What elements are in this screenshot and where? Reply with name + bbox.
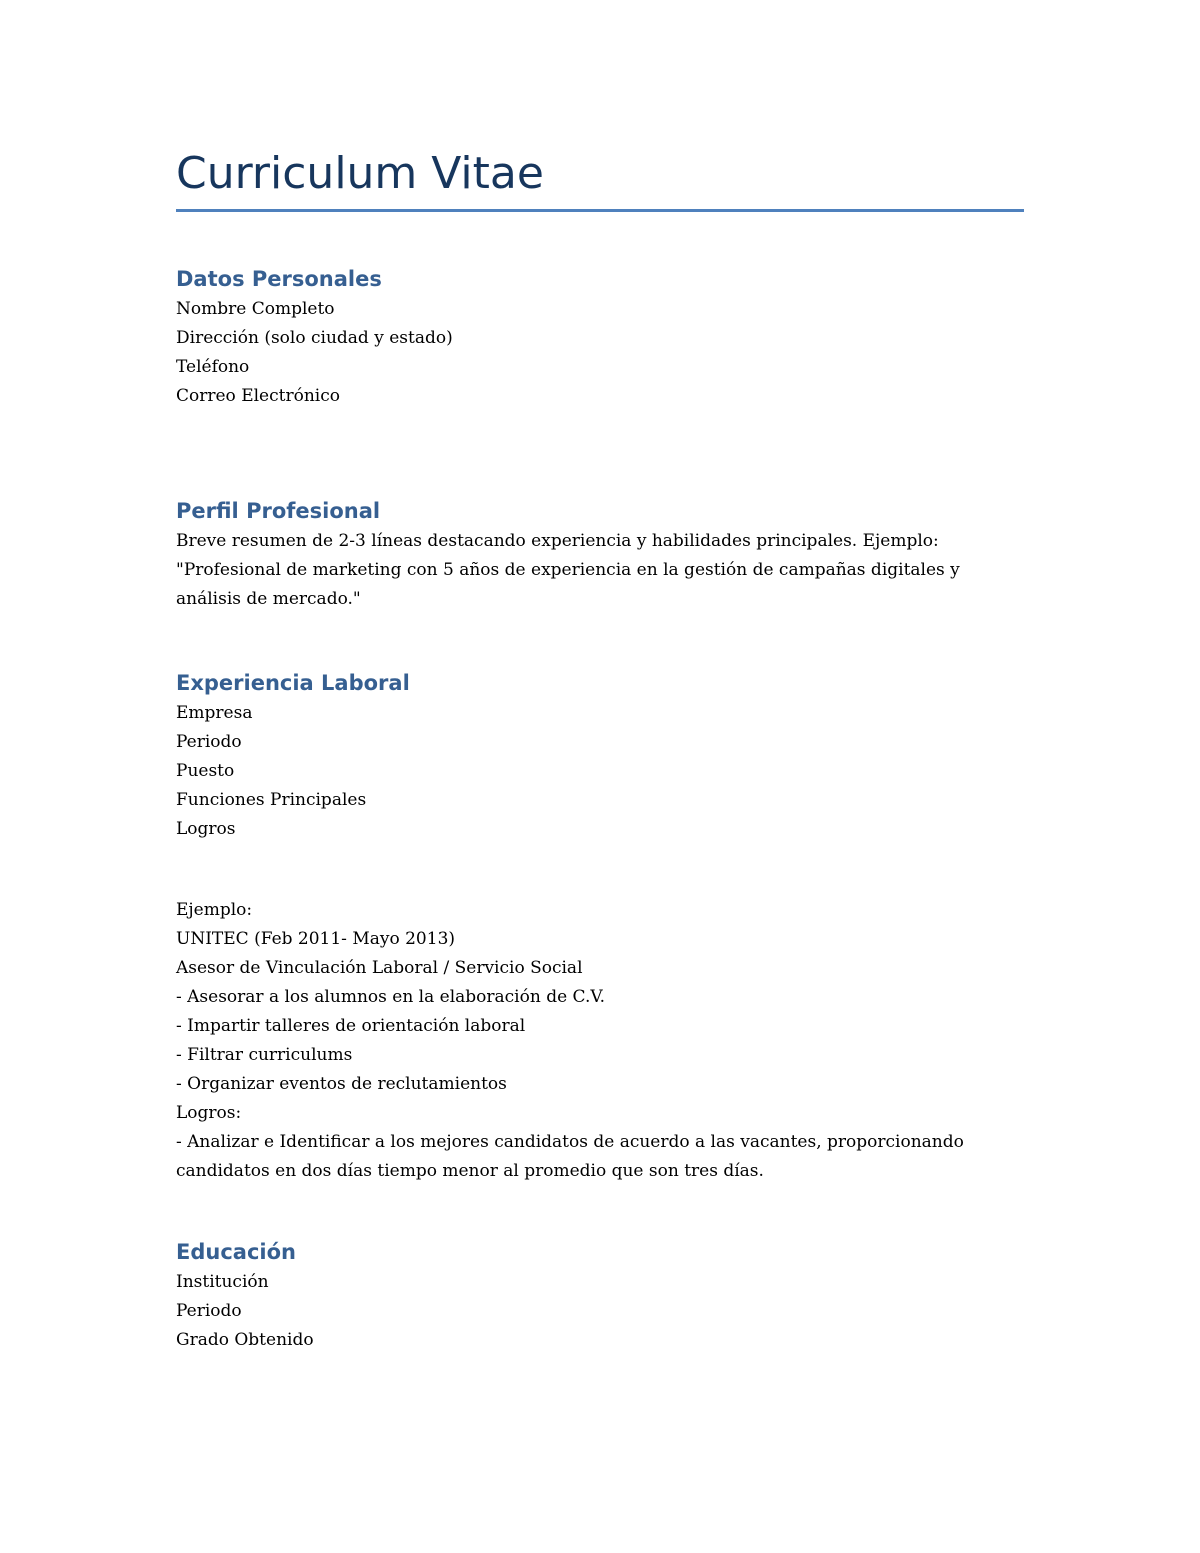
ejemplo-puesto: Asesor de Vinculación Laboral / Servicio Social <box>176 958 583 978</box>
datos-line-nombre: Nombre Completo <box>176 299 335 319</box>
experiencia-line-logros: Logros <box>176 819 236 839</box>
ejemplo-label: Ejemplo: <box>176 900 253 920</box>
experiencia-line-periodo: Periodo <box>176 732 242 752</box>
ejemplo-logros-label: Logros: <box>176 1103 242 1123</box>
ejemplo-funcion-item: - Impartir talleres de orientación laboral <box>176 1016 526 1036</box>
experiencia-line-empresa: Empresa <box>176 703 253 723</box>
section-heading-experiencia-laboral: Experiencia Laboral <box>176 671 410 695</box>
ejemplo-funcion-item: - Filtrar curriculums <box>176 1045 353 1065</box>
ejemplo-funcion-item: - Asesorar a los alumnos en la elaboración de C.V. <box>176 987 606 1007</box>
ejemplo-funcion-item: - Organizar eventos de reclutamientos <box>176 1074 507 1094</box>
ejemplo-logro-text: - Analizar e Identificar a los mejores candidatos de acuerdo a las vacantes, proporcionando candidatos en dos días tiempo menor al promedio que son tres días. <box>176 1132 964 1181</box>
title-underline <box>176 209 1024 212</box>
datos-line-direccion: Dirección (solo ciudad y estado) <box>176 328 453 348</box>
datos-personales-list <box>176 295 1024 411</box>
section-perfil-profesional <box>176 495 1024 614</box>
experiencia-ejemplo-block <box>176 896 1024 1186</box>
perfil-profesional-body <box>176 527 1024 614</box>
educacion-line-grado: Grado Obtenido <box>176 1330 314 1350</box>
ejemplo-body <box>176 896 1024 1186</box>
section-experiencia-laboral <box>176 667 1024 844</box>
perfil-summary-text: Breve resumen de 2-3 líneas destacando experiencia y habilidades principales. Ejemplo: "Profesional de marketing con 5 años de experiencia en la gestión de campañas digitales y análisis de mercado." <box>176 531 960 609</box>
educacion-line-institucion: Institución <box>176 1272 269 1292</box>
educacion-line-periodo: Periodo <box>176 1301 242 1321</box>
section-heading-datos-personales: Datos Personales <box>176 267 382 291</box>
experiencia-fields-list <box>176 699 1024 844</box>
ejemplo-empresa-periodo: UNITEC (Feb 2011- Mayo 2013) <box>176 929 456 949</box>
document-title: Curriculum Vitae <box>176 148 544 199</box>
experiencia-line-puesto: Puesto <box>176 761 235 781</box>
section-educacion <box>176 1236 1024 1355</box>
experiencia-line-funciones: Funciones Principales <box>176 790 367 810</box>
datos-line-correo: Correo Electrónico <box>176 386 340 406</box>
educacion-fields-list <box>176 1268 1024 1355</box>
section-heading-perfil-profesional: Perfil Profesional <box>176 499 381 523</box>
section-datos-personales <box>176 263 1024 411</box>
datos-line-telefono: Teléfono <box>176 357 250 377</box>
section-heading-educacion: Educación <box>176 1240 296 1264</box>
